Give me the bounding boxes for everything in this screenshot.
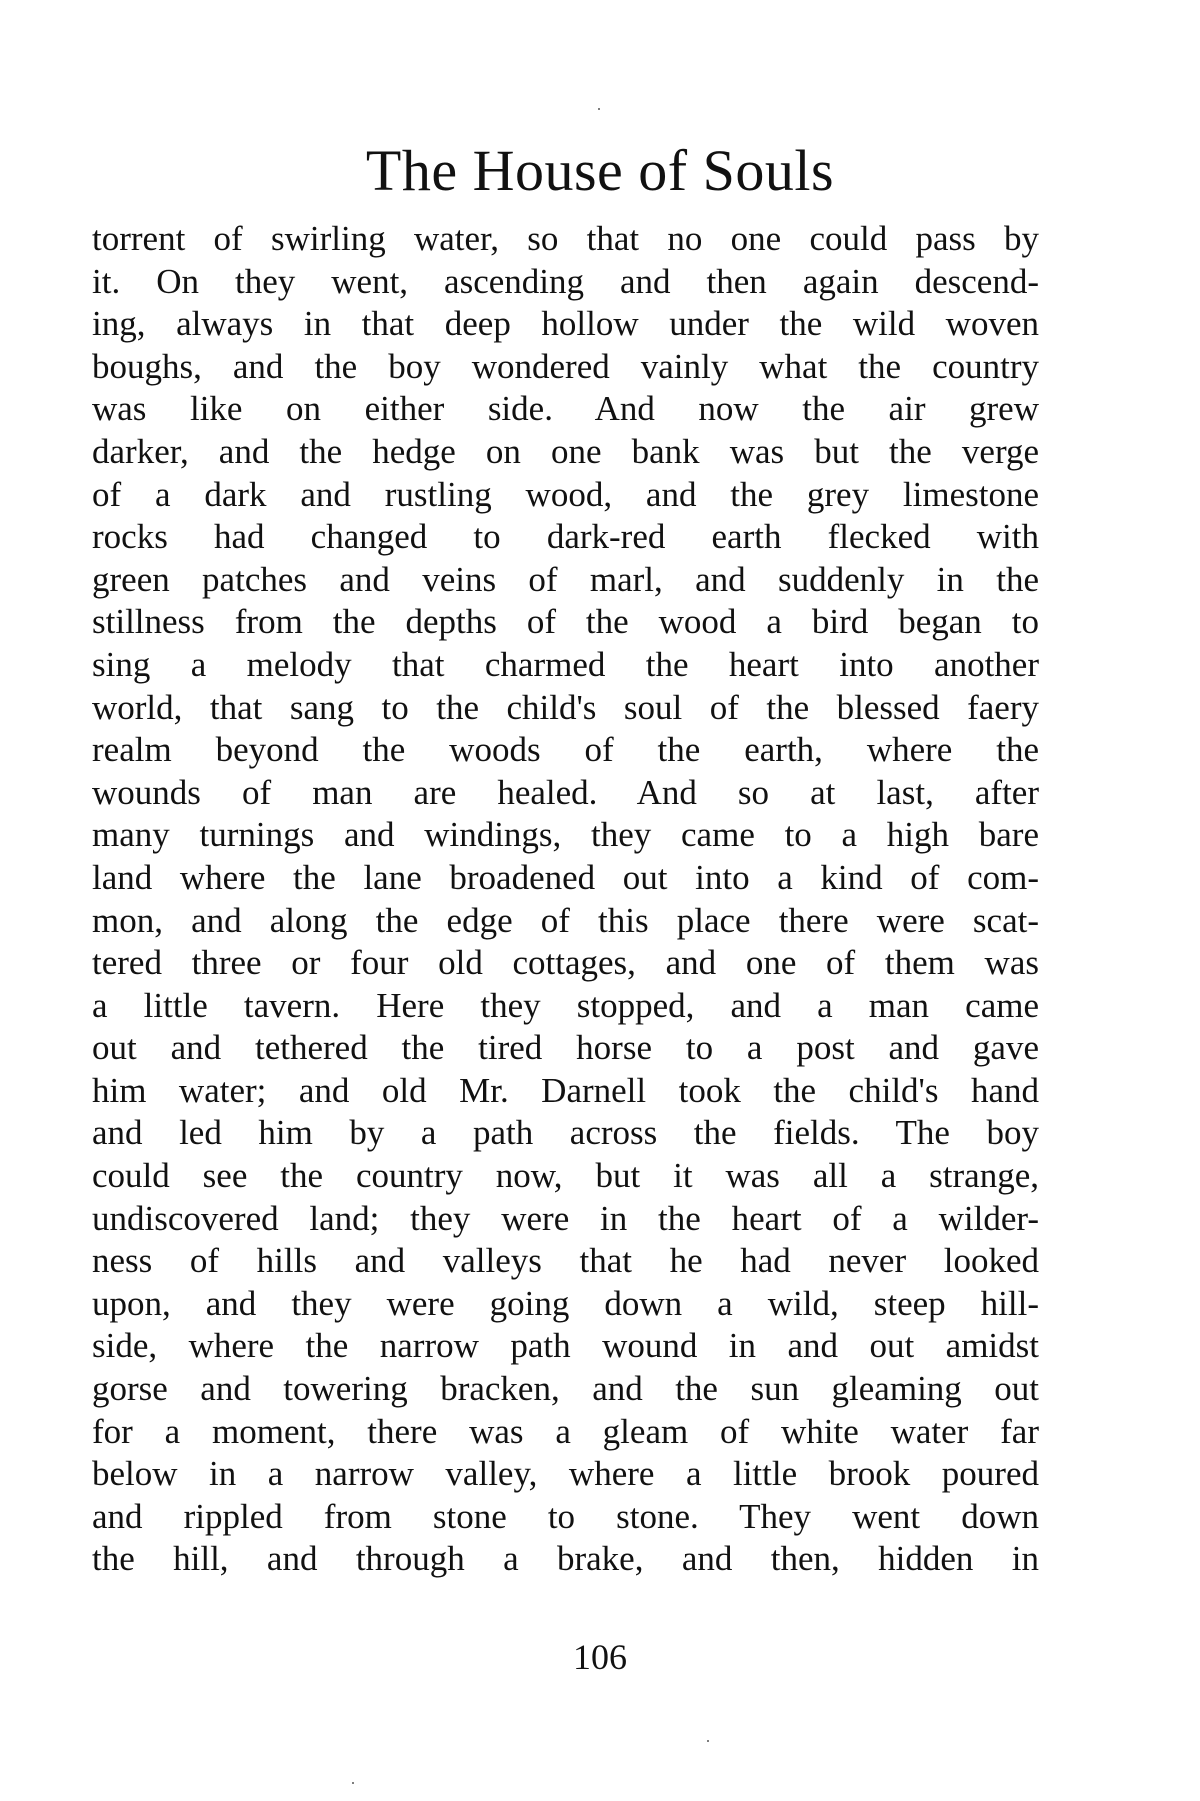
text-line: sing a melody that charmed the heart into another <box>92 644 1039 684</box>
text-line: upon, and they were going down a wild, steep hill- <box>92 1283 1039 1323</box>
text-line: darker, and the hedge on one bank was but the verge <box>92 431 1039 471</box>
text-line: the hill, and through a brake, and then, hidden in <box>92 1539 1039 1579</box>
scan-speck <box>352 1782 354 1784</box>
body-text <box>92 218 1039 1581</box>
text-line: green patches and veins of marl, and suddenly in the <box>92 559 1039 599</box>
text-line: stillness from the depths of the wood a bird began to <box>92 602 1039 642</box>
text-line: wounds of man are healed. And so at last, after <box>92 772 1039 812</box>
text-line: many turnings and windings, they came to a high bare <box>92 815 1039 855</box>
text-line: a little tavern. Here they stopped, and a man came <box>92 985 1039 1025</box>
scan-speck <box>598 108 600 110</box>
text-line: mon, and along the edge of this place there were scat- <box>92 900 1039 940</box>
text-line: gorse and towering bracken, and the sun gleaming out <box>92 1369 1039 1409</box>
page-number: 106 <box>573 1637 627 1677</box>
text-line: it. On they went, ascending and then again descend- <box>92 261 1039 301</box>
text-line: undiscovered land; they were in the heart of a wilder- <box>92 1198 1039 1238</box>
text-line: out and tethered the tired horse to a post and gave <box>92 1028 1039 1068</box>
text-line: land where the lane broadened out into a kind of com- <box>92 857 1039 897</box>
text-line: torrent of swirling water, so that no one could pass by <box>92 219 1039 258</box>
text-line: rocks had changed to dark-red earth flecked with <box>92 517 1039 557</box>
text-line: tered three or four old cottages, and one of them was <box>92 943 1039 983</box>
scan-speck <box>707 1740 709 1742</box>
text-line: and rippled from stone to stone. They went down <box>92 1496 1039 1536</box>
text-line: ness of hills and valleys that he had never looked <box>92 1241 1039 1281</box>
running-head: The House of Souls <box>365 138 835 203</box>
text-line: him water; and old Mr. Darnell took the child's hand <box>92 1070 1039 1110</box>
text-line: side, where the narrow path wound in and out amidst <box>92 1326 1039 1366</box>
text-line: boughs, and the boy wondered vainly what the country <box>92 346 1039 386</box>
text-line: ing, always in that deep hollow under the wild woven <box>92 304 1039 344</box>
text-line: below in a narrow valley, where a little brook poured <box>92 1454 1039 1494</box>
text-line: could see the country now, but it was all a strange, <box>92 1156 1039 1196</box>
text-line: of a dark and rustling wood, and the grey limestone <box>92 474 1039 514</box>
text-line: for a moment, there was a gleam of white water far <box>92 1411 1039 1451</box>
text-line: and led him by a path across the fields. The boy <box>92 1113 1039 1153</box>
text-line: world, that sang to the child's soul of the blessed faery <box>92 687 1039 727</box>
text-line: realm beyond the woods of the earth, where the <box>92 730 1039 770</box>
text-line: was like on either side. And now the air grew <box>92 389 1039 429</box>
